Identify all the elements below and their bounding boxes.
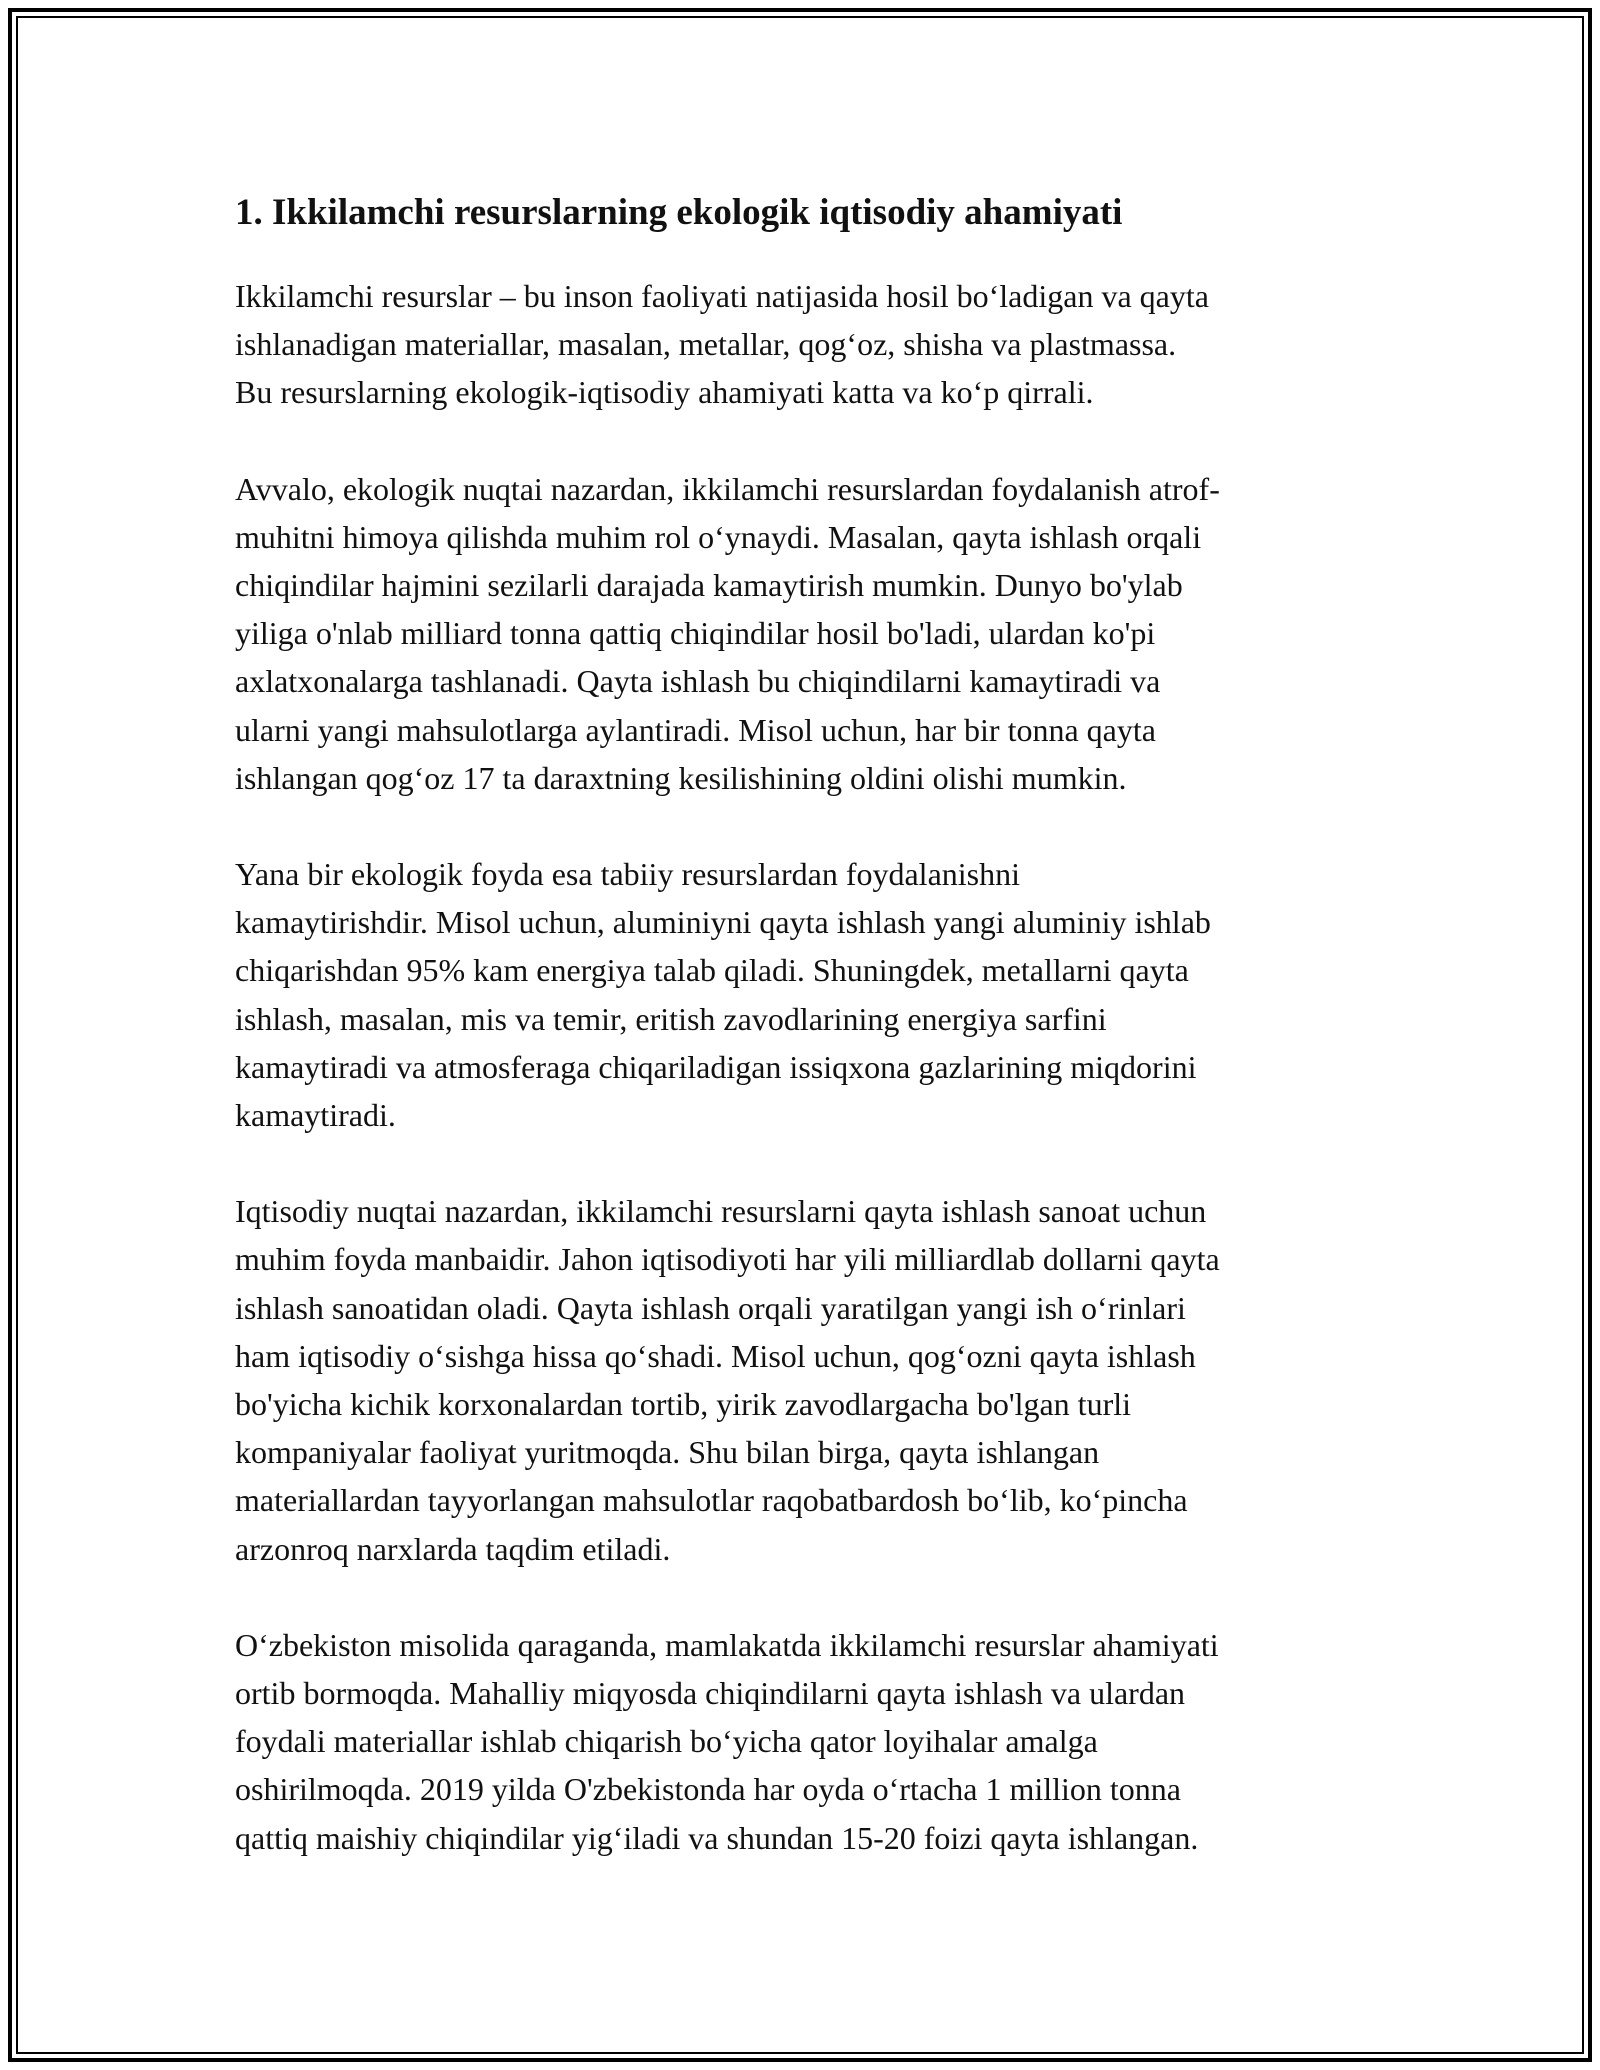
text-line: Ikkilamchi resurslar – bu inson faoliyati natijasida hosil boʻladigan va qayta <box>235 278 1209 314</box>
text-line: kompaniyalar faoliyat yuritmoqda. Shu bilan birga, qayta ishlangan <box>235 1434 1100 1471</box>
text-line: materiallardan tayyorlangan mahsulotlar raqobatbardosh boʻlib, koʻpincha <box>235 1482 1188 1519</box>
text-line: ham iqtisodiy oʻsishga hissa qoʻshadi. Misol uchun, qogʻozni qayta ishlash <box>235 1337 1196 1374</box>
text-line: kamaytirishdir. Misol uchun, aluminiyni qayta ishlash yangi aluminiy ishlab <box>235 904 1211 941</box>
text-line: Bu resurslarning ekologik-iqtisodiy ahamiyati katta va koʻp qirrali. <box>235 374 1094 411</box>
text-line: Iqtisodiy nuqtai nazardan, ikkilamchi resurslarni qayta ishlash sanoat uchun <box>235 1193 1207 1230</box>
paragraph-4 <box>235 1187 1385 1573</box>
text-line: yiliga o'nlab milliard tonna qattiq chiqindilar hosil bo'ladi, ulardan ko'pi <box>235 615 1156 652</box>
text-line: chiqindilar hajmini sezilarli darajada kamaytirish mumkin. Dunyo bo'ylab <box>235 567 1183 604</box>
paragraph-2 <box>235 465 1385 802</box>
text-line: ishlash, masalan, mis va temir, eritish zavodlarining energiya sarfini <box>235 1000 1107 1037</box>
text-line: axlatxonalarga tashlanadi. Qayta ishlash bu chiqindilarni kamaytiradi va <box>235 663 1161 700</box>
text-line: muhim foyda manbaidir. Jahon iqtisodiyoti har yili milliardlab dollarni qayta <box>235 1241 1220 1278</box>
text-line: Avvalo, ekologik nuqtai nazardan, ikkilamchi resurslardan foydalanish atrof- <box>235 470 1220 507</box>
text-line: Yana bir ekologik foyda esa tabiiy resurslardan foydalanishni <box>235 856 1020 893</box>
text-line: ularni yangi mahsulotlarga aylantiradi. Misol uchun, har bir tonna qayta <box>235 711 1156 748</box>
paragraph-1 <box>235 272 1385 417</box>
text-line: kamaytiradi. <box>235 1097 396 1134</box>
paragraph-3 <box>235 850 1385 1139</box>
text-line: Oʻzbekiston misolida qaraganda, mamlakatda ikkilamchi resurslar ahamiyati <box>235 1626 1219 1663</box>
text-line: kamaytiradi va atmosferaga chiqariladigan issiqxona gazlarining miqdorini <box>235 1048 1197 1085</box>
text-line: ishlangan qogʻoz 17 ta daraxtning kesilishining oldini olishi mumkin. <box>235 759 1127 796</box>
text-line: ishlash sanoatidan oladi. Qayta ishlash orqali yaratilgan yangi ish oʻrinlari <box>235 1289 1186 1326</box>
text-line: foydali materiallar ishlab chiqarish boʻyicha qator loyihalar amalga <box>235 1723 1098 1760</box>
paragraph-5 <box>235 1621 1385 1862</box>
text-line: chiqarishdan 95% kam energiya talab qiladi. Shuningdek, metallarni qayta <box>235 952 1189 989</box>
text-line: bo'yicha kichik korxonalardan tortib, yirik zavodlargacha bo'lgan turli <box>235 1386 1131 1423</box>
text-line: ishlanadigan materiallar, masalan, metallar, qogʻoz, shisha va plastmassa. <box>235 326 1177 363</box>
document-body <box>235 182 1385 1910</box>
text-line: qattiq maishiy chiqindilar yigʻiladi va shundan 15-20 foizi qayta ishlangan. <box>235 1819 1199 1856</box>
text-line: oshirilmoqda. 2019 yilda O'zbekistonda har oyda oʻrtacha 1 million tonna <box>235 1771 1181 1808</box>
document-title: 1. Ikkilamchi resurslarning ekologik iqtisodiy ahamiyati <box>235 192 1123 233</box>
text-line: muhitni himoya qilishda muhim rol oʻynaydi. Masalan, qayta ishlash orqali <box>235 518 1202 555</box>
text-line: ortib bormoqda. Mahalliy miqyosda chiqindilarni qayta ishlash va ulardan <box>235 1675 1186 1712</box>
text-line: arzonroq narxlarda taqdim etiladi. <box>235 1530 671 1567</box>
paragraph-list <box>235 272 1385 1862</box>
